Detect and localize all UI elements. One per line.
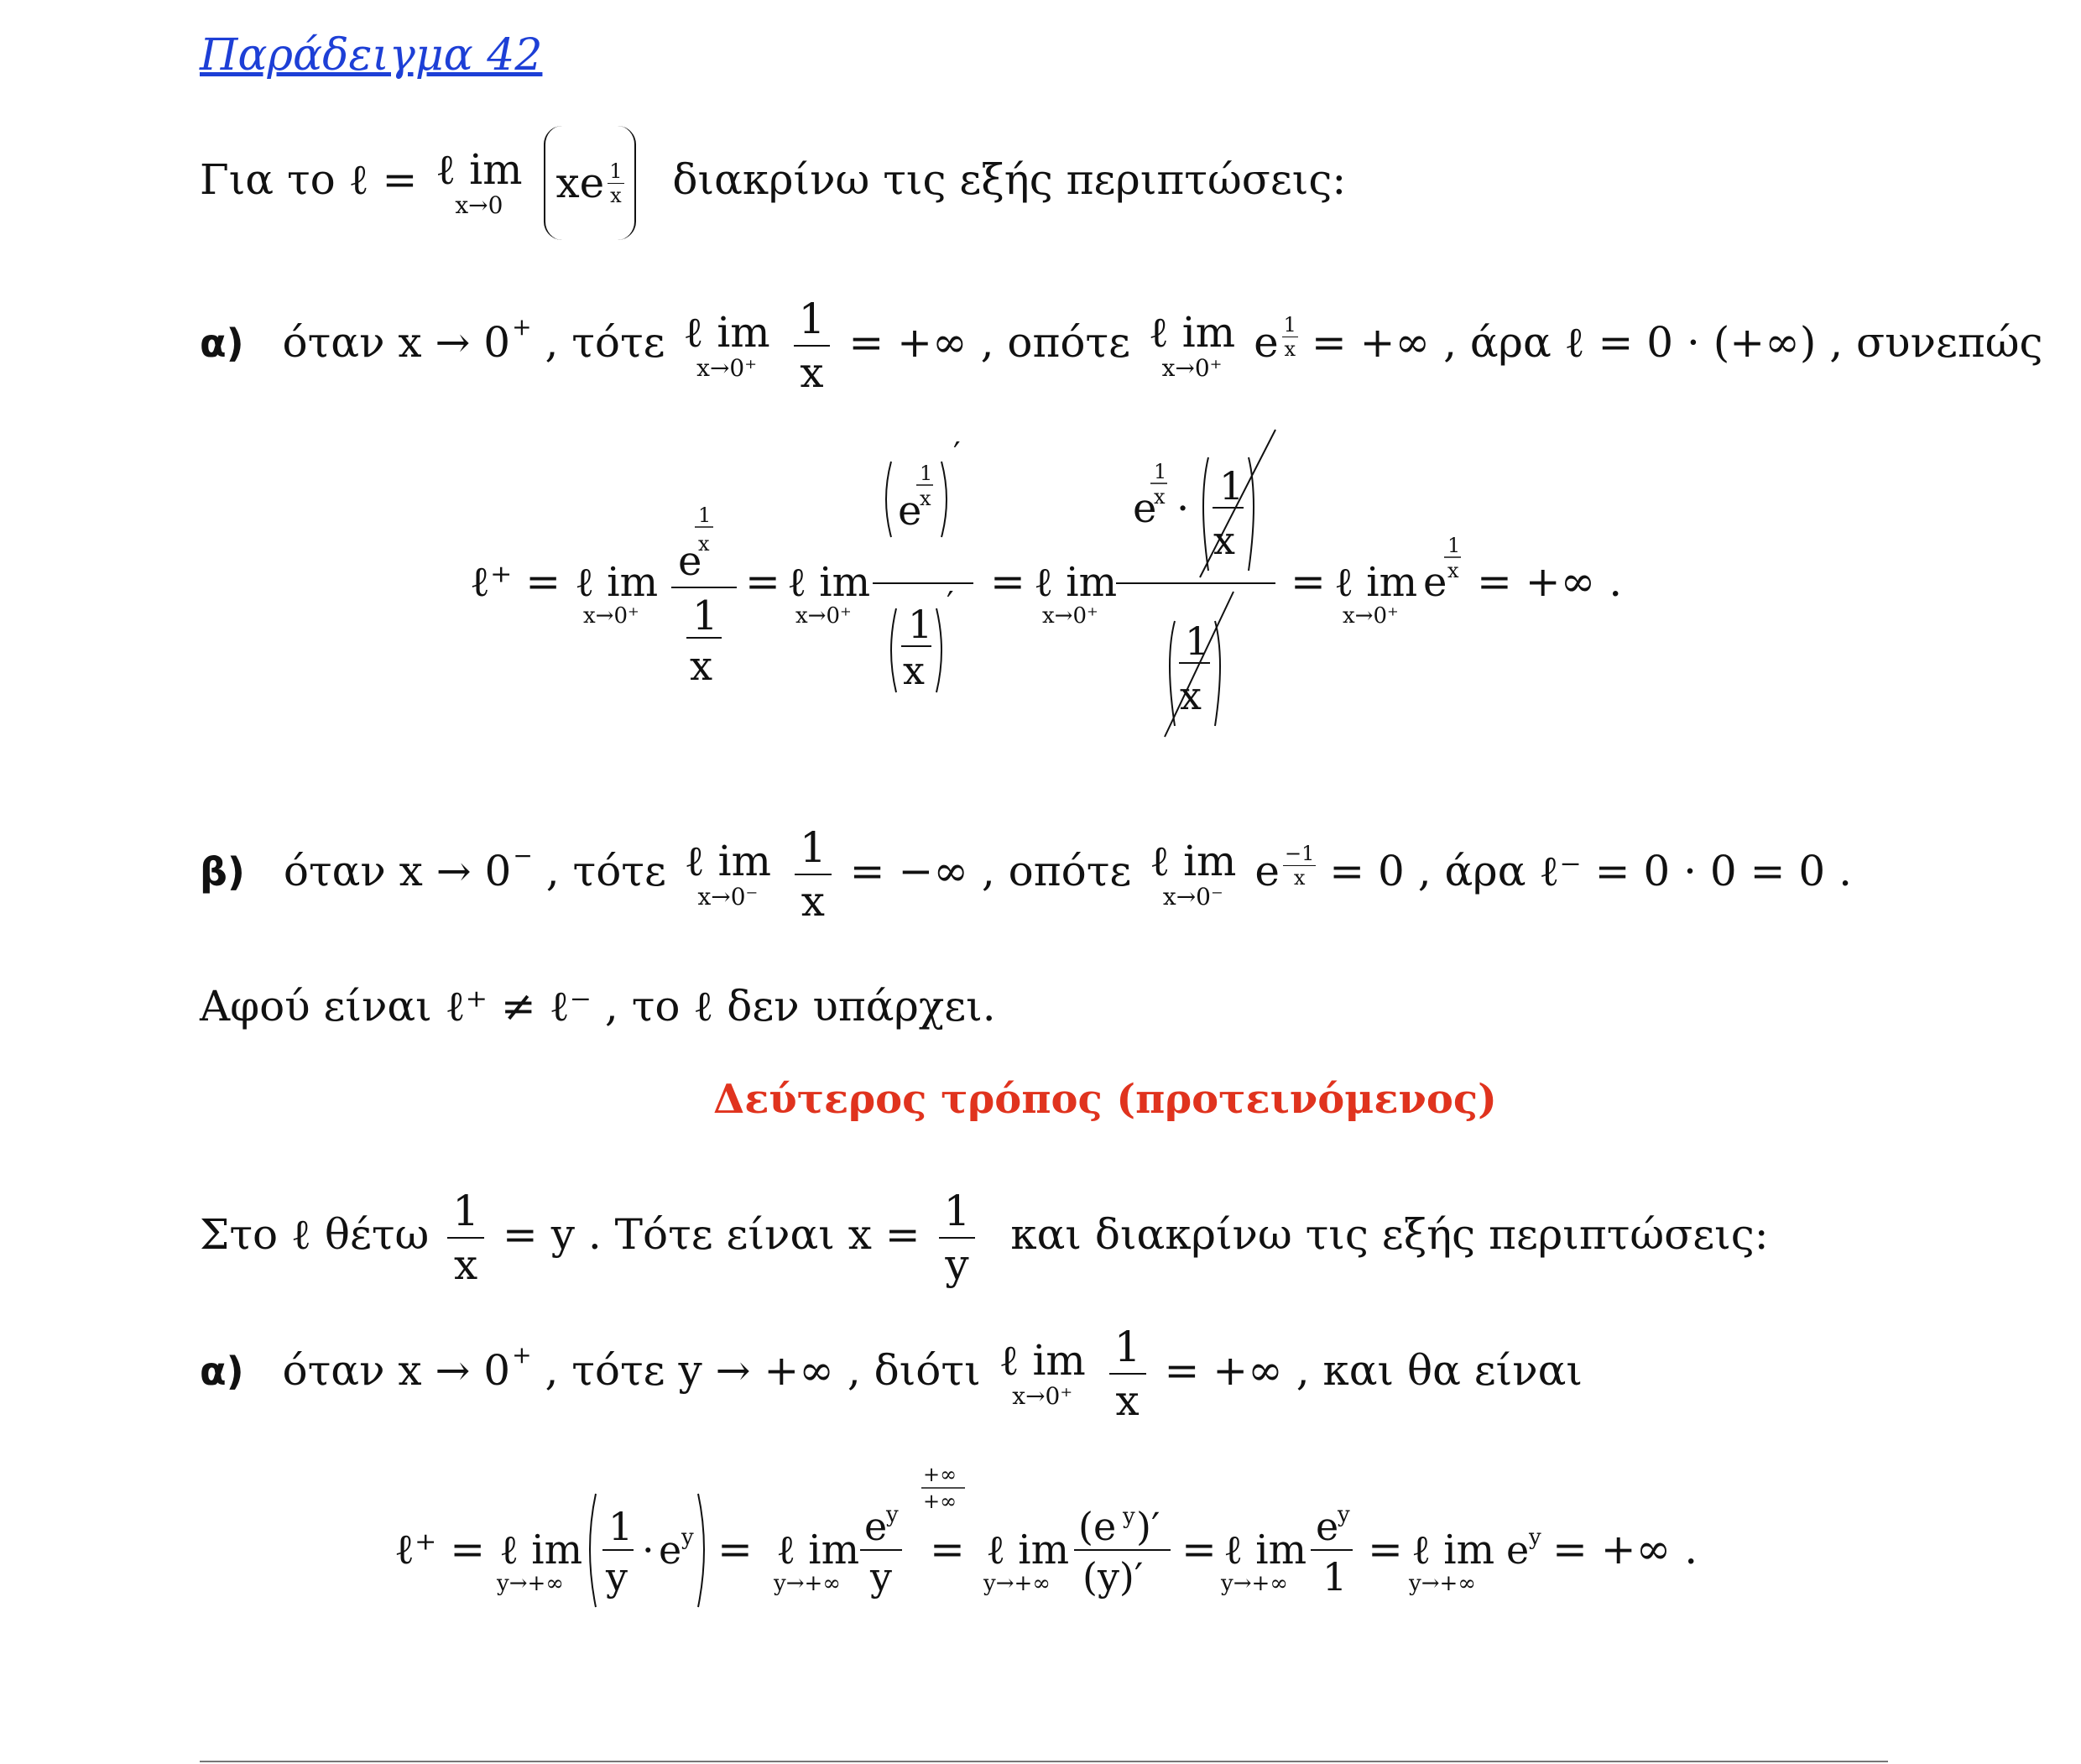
eq-sign: = bbox=[1181, 1525, 1217, 1574]
den-x: x bbox=[903, 648, 925, 693]
lim-text: ℓ im bbox=[1334, 559, 1418, 606]
den-x: x bbox=[690, 643, 713, 690]
exp-num: 1 bbox=[1283, 313, 1296, 337]
lim-text: ℓ im bbox=[499, 1527, 583, 1574]
frac-num: 1 bbox=[1109, 1326, 1146, 1375]
lim-sub: y→+∞ bbox=[983, 1571, 1051, 1596]
lim-sub: x→0⁻ bbox=[1162, 883, 1223, 911]
case-a2-limit bbox=[999, 1336, 1086, 1410]
den-y: y bbox=[870, 1554, 892, 1600]
frac-den: x bbox=[801, 877, 825, 926]
exp-den: x bbox=[1284, 337, 1296, 361]
exp-base: e bbox=[1506, 1527, 1530, 1573]
eq-sign: = bbox=[1291, 557, 1326, 606]
case-a2-t2: , τότε y → +∞ , διότι bbox=[545, 1346, 981, 1395]
lim-text: ℓ im bbox=[1034, 559, 1118, 606]
frac-1-x bbox=[794, 295, 831, 397]
case-b-t4: = 0 , άρα ℓ⁻ = 0 · 0 = 0 . bbox=[1329, 847, 1852, 895]
footer-divider bbox=[200, 1761, 1888, 1762]
case-b-t1: όταν x → 0 bbox=[283, 847, 512, 895]
lim-text: ℓ im bbox=[683, 308, 770, 357]
eq-lhs: ℓ⁺ = bbox=[470, 557, 561, 606]
den-yprime: (y)′ bbox=[1082, 1554, 1144, 1600]
case-a-t3: = +∞ , οπότε bbox=[848, 318, 1130, 367]
den-one: 1 bbox=[692, 592, 718, 639]
exp-base: e bbox=[1254, 847, 1280, 895]
den-y: y bbox=[606, 1554, 628, 1600]
num-e: e bbox=[1316, 1504, 1339, 1549]
case-b-limit bbox=[684, 837, 772, 911]
intro-lead: Για το bbox=[200, 155, 336, 204]
frac-den: x bbox=[800, 348, 824, 397]
frac-1-x bbox=[795, 823, 832, 926]
frac-e: e bbox=[1423, 559, 1447, 606]
frac-e: e bbox=[898, 488, 922, 535]
lim-sub: x→0⁺ bbox=[1012, 1382, 1073, 1410]
exp-num: −1 bbox=[1284, 842, 1315, 865]
num-close: )′ bbox=[1136, 1504, 1160, 1549]
frac-num: 1 bbox=[447, 1190, 484, 1239]
lim-text: ℓ im bbox=[1150, 837, 1237, 885]
eq-sign: = bbox=[717, 1525, 753, 1574]
exp-x: x bbox=[1154, 485, 1166, 509]
form-num: +∞ bbox=[923, 1463, 957, 1486]
num-x: x bbox=[1213, 518, 1235, 563]
lim-text: ℓ im bbox=[1411, 1527, 1495, 1574]
frac-1-x bbox=[447, 1187, 484, 1289]
equation-a2 bbox=[394, 1464, 1737, 1632]
eq-sign: = bbox=[930, 1525, 965, 1574]
lim-sub: y→+∞ bbox=[774, 1571, 841, 1596]
case-a2-line bbox=[200, 1323, 1583, 1425]
exp-one: 1 bbox=[1154, 460, 1167, 483]
exp-y: y bbox=[1529, 1525, 1541, 1550]
substitution-line bbox=[200, 1187, 1769, 1289]
exp-one: 1 bbox=[698, 504, 712, 527]
case-b-label: β) bbox=[200, 849, 245, 895]
frac-e: e bbox=[1133, 485, 1157, 532]
lim-sub: x→0⁻ bbox=[697, 883, 759, 911]
exp-x: x bbox=[698, 532, 710, 556]
case-a-t1: όταν x → 0 bbox=[282, 318, 511, 367]
lim-text: ℓ im bbox=[1223, 1527, 1307, 1574]
intro-trail: διακρίνω τις εξής περιπτώσεις: bbox=[672, 155, 1347, 204]
num-one: 1 bbox=[608, 1504, 634, 1549]
lim-sub: y→+∞ bbox=[1409, 1571, 1476, 1596]
case-a-limit2 bbox=[1148, 308, 1236, 382]
dot: · bbox=[642, 1527, 655, 1573]
case-a-t4: = +∞ , άρα ℓ = 0 · (+∞) , συνεπώς bbox=[1311, 318, 2043, 367]
den-one: 1 bbox=[908, 602, 933, 647]
lim-text: ℓ im bbox=[1148, 308, 1236, 357]
frac-num: 1 bbox=[795, 827, 832, 875]
lim-sub: y→+∞ bbox=[497, 1571, 564, 1596]
exp-y: y bbox=[681, 1525, 694, 1550]
sup-plus: + bbox=[512, 1341, 532, 1369]
lim-text: ℓ im bbox=[684, 837, 772, 885]
lim-text: ℓ im bbox=[435, 145, 523, 194]
intro-ell: ℓ = bbox=[348, 155, 418, 204]
exp-frac bbox=[608, 161, 623, 206]
den-x: x bbox=[1180, 673, 1202, 718]
equation-a bbox=[470, 428, 1678, 747]
case-a2-t1: όταν x → 0 bbox=[282, 1346, 511, 1395]
subst-t3: και διακρίνω τις εξής περιπτώσεις: bbox=[1010, 1210, 1769, 1259]
lim-sub: x→0⁺ bbox=[696, 354, 758, 382]
eq-sign: = bbox=[745, 557, 780, 606]
intro-limit bbox=[435, 145, 523, 219]
exp-base: e bbox=[659, 1527, 682, 1573]
lim-sub: x→0⁺ bbox=[1343, 603, 1399, 629]
den-one: 1 bbox=[1185, 618, 1210, 664]
frac-den: x bbox=[454, 1240, 478, 1289]
lim-sub: x→0⁺ bbox=[1042, 603, 1098, 629]
exp-y: y bbox=[1338, 1502, 1350, 1527]
eq-sign: = bbox=[990, 557, 1025, 606]
exp-den: x bbox=[1293, 866, 1306, 890]
case-a-limit bbox=[683, 308, 770, 382]
num-open: (e bbox=[1078, 1504, 1117, 1549]
frac-den: x bbox=[1115, 1376, 1140, 1425]
eq-sign: = bbox=[1368, 1525, 1403, 1574]
case-b-line bbox=[200, 823, 1852, 926]
prime: ′ bbox=[947, 585, 954, 622]
exp-frac bbox=[1283, 843, 1316, 888]
lim-sub: x→0⁺ bbox=[583, 603, 639, 629]
lim-text: ℓ im bbox=[999, 1336, 1086, 1385]
eq-end: = +∞ . bbox=[1477, 557, 1623, 606]
case-a-t2: , τότε bbox=[545, 318, 665, 367]
exp-base: e bbox=[1254, 318, 1279, 367]
lim-text: ℓ im bbox=[787, 559, 871, 606]
base-expr: xe bbox=[555, 159, 605, 207]
frac-1-x bbox=[1109, 1323, 1146, 1425]
eq-end: = +∞ . bbox=[1552, 1525, 1698, 1574]
sup-minus: − bbox=[513, 842, 533, 869]
prime: ′ bbox=[953, 436, 961, 472]
lim-text: ℓ im bbox=[776, 1527, 860, 1574]
exp-x: x bbox=[1447, 559, 1459, 582]
lim-sub: x→0 bbox=[455, 191, 503, 219]
lim-sub: x→0⁺ bbox=[1161, 354, 1223, 382]
den-one: 1 bbox=[1322, 1554, 1348, 1600]
lim-text: ℓ im bbox=[575, 559, 659, 606]
case-a-line bbox=[200, 295, 2043, 397]
frac-e: e bbox=[678, 538, 702, 585]
paren-group bbox=[544, 126, 635, 240]
frac-den: y bbox=[945, 1240, 969, 1289]
exp-one: 1 bbox=[1447, 534, 1461, 557]
subst-t1: Στο ℓ θέτω bbox=[200, 1210, 430, 1259]
exp-y: y bbox=[886, 1502, 899, 1527]
case-b-limit2 bbox=[1150, 837, 1237, 911]
exp-y: y bbox=[1123, 1504, 1135, 1529]
exp-num: 1 bbox=[609, 159, 623, 183]
num-e: e bbox=[864, 1504, 888, 1549]
case-a2-t3: = +∞ , και θα είναι bbox=[1164, 1346, 1583, 1395]
lim-sub: x→0⁺ bbox=[795, 603, 852, 629]
exp-x: x bbox=[920, 487, 931, 510]
exp-den: x bbox=[610, 183, 622, 207]
num-one: 1 bbox=[1219, 463, 1244, 509]
frac-1-y bbox=[939, 1187, 976, 1289]
form-den: +∞ bbox=[923, 1490, 957, 1513]
case-b-t2: , τότε bbox=[545, 847, 666, 895]
example-title[interactable]: Παράδειγμα 42 bbox=[200, 30, 543, 81]
frac-num: 1 bbox=[794, 298, 831, 347]
eq-lhs: ℓ⁺ = bbox=[394, 1525, 486, 1574]
subst-t2: = y . Τότε είναι x = bbox=[502, 1210, 921, 1259]
case-a-label: α) bbox=[200, 321, 244, 366]
case-b-t3: = −∞ , οπότε bbox=[849, 847, 1132, 895]
conclusion: Αφού είναι ℓ⁺ ≠ ℓ⁻ , το ℓ δεν υπάρχει. bbox=[200, 982, 996, 1031]
sup-plus: + bbox=[512, 313, 532, 341]
lim-sub: y→+∞ bbox=[1221, 1571, 1288, 1596]
second-method-heading: Δεύτερος τρόπος (προτεινόμενος) bbox=[713, 1076, 1497, 1123]
case-a2-label: α) bbox=[200, 1349, 244, 1394]
lim-text: ℓ im bbox=[986, 1527, 1070, 1574]
exp-one: 1 bbox=[920, 462, 933, 485]
exp-frac bbox=[1282, 315, 1298, 359]
intro-line bbox=[200, 126, 1346, 240]
frac-num: 1 bbox=[939, 1190, 976, 1239]
dot: · bbox=[1176, 485, 1190, 532]
